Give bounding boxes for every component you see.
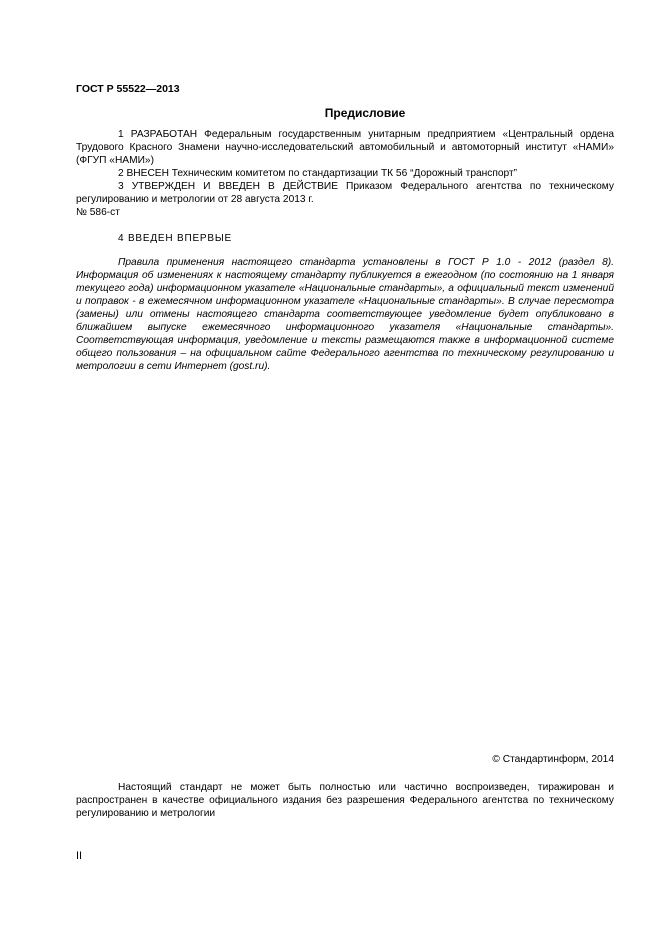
- page-number: II: [76, 850, 83, 862]
- page-title: Предисловие: [324, 106, 406, 120]
- foreword-item-3-order: № 586-ст: [76, 207, 120, 218]
- foreword-item-4: 4 ВВЕДЕН ВПЕРВЫЕ: [118, 233, 232, 244]
- reproduction-notice: Настоящий стандарт не может быть полностью или частично воспроизведен, тиражирован и распространен в качестве официального издания без разрешения Федерального агентства по техническому регулированию и метрологии: [76, 782, 614, 819]
- document-code: ГОСТ Р 55522—2013: [76, 83, 180, 95]
- copyright-line: © Стандартинформ, 2014: [492, 754, 614, 765]
- application-rules-paragraph: Правила применения настоящего стандарта установлены в ГОСТ Р 1.0 - 2012 (раздел 8). Информация об изменениях к настоящему стандарту публикуется в ежегодном (по состоянию на 1 января текущего года) информационном указателе «Национальные стандарты», а официальный текст изменений и поправок - в ежемесячном информационном указателе «Национальные стандарты». В случае пересмотра (замены) или отмены настоящего стандарта соответствующее уведомление будет опубликовано в ближайшем выпуске ежемесячного информационного указателя «Национальные стандарты». Соответствующая информация, уведомление и тексты размещаются также в информационной системе общего пользования – на официальном сайте Федерального агентства по техническому регулированию и метрологии в сети Интернет (gost.ru).: [76, 257, 614, 372]
- foreword-item-1: 1 РАЗРАБОТАН Федеральным государственным унитарным предприятием «Центральный ордена Трудового Красного Знамени научно-исследовательский автомобильный и автомоторный институт «НАМИ» (ФГУП «НАМИ»): [76, 129, 614, 166]
- foreword-item-3: 3 УТВЕРЖДЕН И ВВЕДЕН В ДЕЙСТВИЕ Приказом Федерального агентства по техническому регулированию и метрологии от 28 августа 2013 г.: [76, 181, 614, 205]
- foreword-item-2: 2 ВНЕСЕН Техническим комитетом по стандартизации ТК 56 “Дорожный транспорт”: [118, 168, 518, 179]
- foreword-items: [76, 128, 614, 219]
